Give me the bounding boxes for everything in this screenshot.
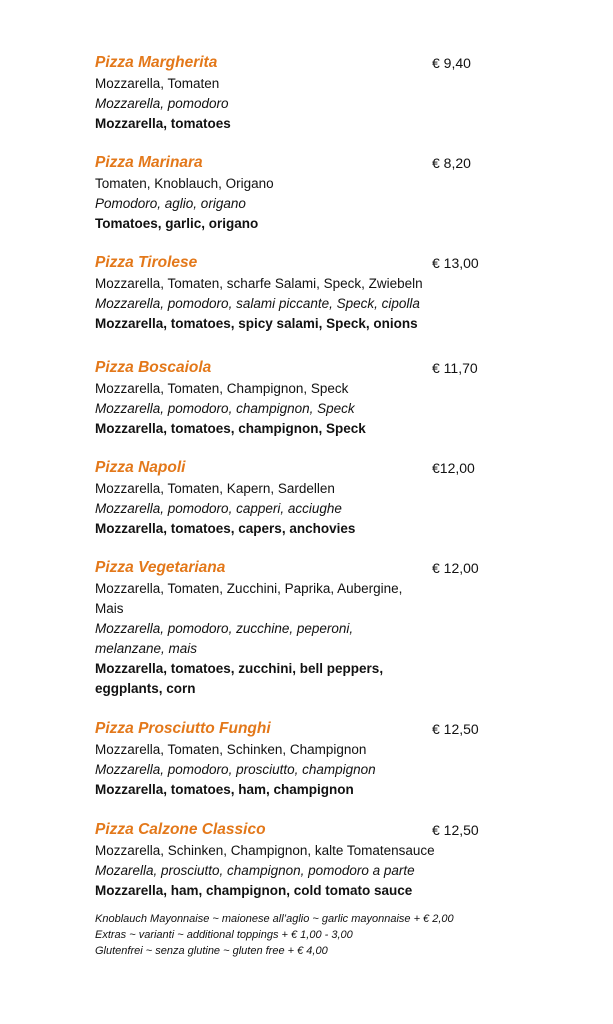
item-name: Pizza Margherita: [95, 54, 218, 71]
item-price: € 11,70: [432, 360, 478, 376]
menu-item-marinara: [95, 152, 595, 234]
description-italian: Mozzarella, pomodoro, champignon, Speck: [95, 401, 355, 416]
item-name: Pizza Prosciutto Funghi: [95, 720, 271, 737]
description-italian: Mozzarella, pomodoro: [95, 96, 229, 111]
description-italian: Pomodoro, aglio, origano: [95, 196, 246, 211]
extras-notes: [95, 911, 595, 959]
description-english: Mozzarella, tomatoes, spicy salami, Speck, onions: [95, 316, 418, 331]
extra-additional-toppings: Extras ~ varianti ~ additional toppings + € 1,00 - 3,00: [95, 929, 353, 941]
description-english: Tomatoes, garlic, origano: [95, 216, 259, 231]
description-german: Mozzarella, Schinken, Champignon, kalte Tomatensauce: [95, 843, 435, 858]
menu-item-vegetariana: [95, 557, 595, 699]
menu-item-tirolese: [95, 252, 595, 334]
item-price: € 8,20: [432, 155, 471, 171]
menu-item-napoli: [95, 457, 595, 539]
description-english: Mozzarella, tomatoes, capers, anchovies: [95, 521, 356, 536]
description-german: Mozzarella, Tomaten, Schinken, Champignon: [95, 742, 367, 757]
item-name: Pizza Calzone Classico: [95, 821, 266, 838]
description-german: Tomaten, Knoblauch, Origano: [95, 176, 274, 191]
menu-item-margherita: [95, 52, 595, 134]
item-name: Pizza Vegetariana: [95, 559, 226, 576]
pizza-menu: [95, 52, 595, 959]
item-price: € 13,00: [432, 255, 479, 271]
description-german: Mozzarella, Tomaten, Zucchini, Paprika, Aubergine, Mais: [95, 581, 403, 616]
item-price: € 12,50: [432, 721, 479, 737]
description-italian: Mozarella, prosciutto, champignon, pomodoro a parte: [95, 863, 415, 878]
extra-garlic-mayonnaise: Knoblauch Mayonnaise ~ maionese all’aglio ~ garlic mayonnaise + € 2,00: [95, 913, 454, 925]
item-name: Pizza Marinara: [95, 154, 203, 171]
item-name: Pizza Napoli: [95, 459, 186, 476]
item-price: € 12,50: [432, 822, 479, 838]
menu-item-boscaiola: [95, 357, 595, 439]
description-italian: Mozzarella, pomodoro, zucchine, peperoni, melanzane, mais: [95, 621, 354, 656]
item-name: Pizza Tirolese: [95, 254, 198, 271]
description-english: Mozzarella, tomatoes, zucchini, bell peppers, eggplants, corn: [95, 661, 384, 696]
description-italian: Mozzarella, pomodoro, salami piccante, Speck, cipolla: [95, 296, 420, 311]
description-german: Mozzarella, Tomaten, Kapern, Sardellen: [95, 481, 335, 496]
description-german: Mozzarella, Tomaten, Champignon, Speck: [95, 381, 349, 396]
item-price: € 9,40: [432, 55, 471, 71]
extra-gluten-free: Glutenfrei ~ senza glutine ~ gluten free + € 4,00: [95, 945, 328, 957]
description-italian: Mozzarella, pomodoro, prosciutto, champignon: [95, 762, 376, 777]
item-name: Pizza Boscaiola: [95, 359, 212, 376]
menu-item-prosciutto-funghi: [95, 718, 595, 800]
description-german: Mozzarella, Tomaten, scharfe Salami, Speck, Zwiebeln: [95, 276, 423, 291]
description-english: Mozzarella, ham, champignon, cold tomato sauce: [95, 883, 413, 898]
description-english: Mozzarella, tomatoes, champignon, Speck: [95, 421, 366, 436]
item-price: €12,00: [432, 460, 475, 476]
description-english: Mozzarella, tomatoes, ham, champignon: [95, 782, 354, 797]
description-german: Mozzarella, Tomaten: [95, 76, 220, 91]
menu-item-calzone-classico: [95, 819, 595, 901]
item-price: € 12,00: [432, 560, 479, 576]
description-english: Mozzarella, tomatoes: [95, 116, 231, 131]
description-italian: Mozzarella, pomodoro, capperi, acciughe: [95, 501, 342, 516]
